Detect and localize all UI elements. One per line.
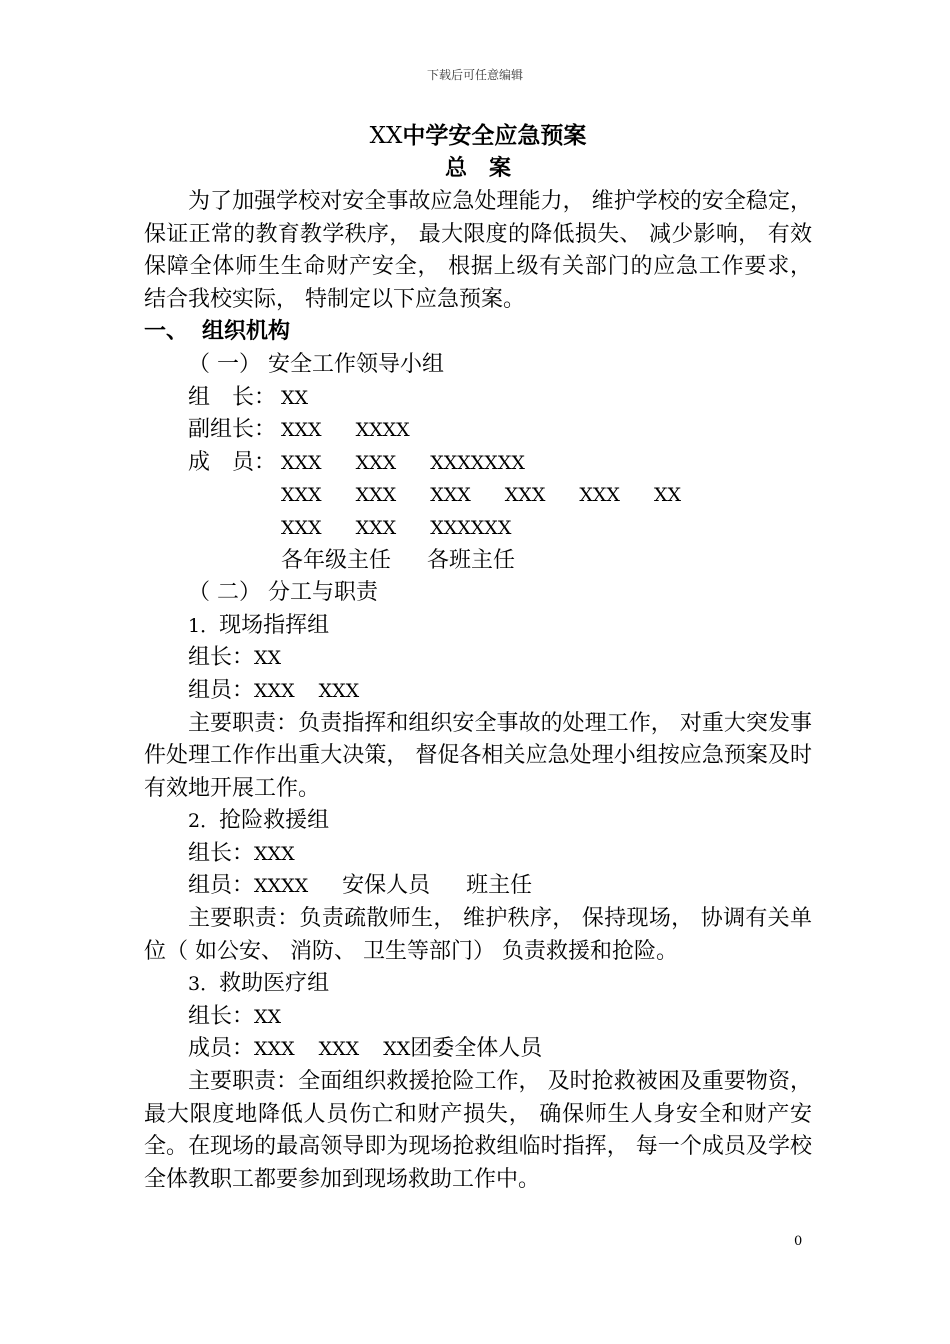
member-value: 各年级主任 [281,547,392,573]
member-value: XXXXXX [430,516,512,539]
group-leader-label: 组长： [188,840,255,866]
title-text: 中学安全应急预案 [402,123,587,149]
group-heading [144,610,812,643]
leader-line [144,382,812,415]
group-member-value: XXX [318,679,360,702]
group-leader-line [144,1001,812,1034]
member-value: XXX [579,484,620,507]
subsection-heading: （ 二） 分工与职责 [188,580,378,606]
group-number: 3． [188,973,220,996]
member-value: XXX [281,516,322,539]
members-line [144,447,812,480]
group-members-label: 组员： [188,873,255,899]
group-number: 2． [188,810,220,833]
group-leader-label: 组长： [188,1003,255,1029]
group-members-line [144,1033,812,1066]
section-heading [144,316,812,349]
group-heading [144,968,812,1001]
section-title: 组织机构 [202,319,291,345]
page-number: 0 [794,1234,803,1249]
group-leader-value: XX [254,1005,282,1028]
group-members-label: 成员： [188,1036,255,1062]
group-members-line [144,675,812,708]
group-members-label: 组员： [188,677,255,703]
group-member-value: XXX [254,679,295,702]
group-member-value: XXX [254,1038,295,1061]
member-value: 各班主任 [427,547,516,573]
group-member-value: 团委全体人员 [410,1036,543,1062]
member-value: XXX [504,484,546,507]
member-value: XXX [355,484,397,507]
group-leader-line [144,838,812,871]
member-value: XXX [430,484,471,507]
group-leader-value: XXX [254,842,295,865]
section-number: 一、 [144,319,189,345]
group-duty-paragraph: 主要职责：负责疏散师生， 维护秩序， 保持现场， 协调有关单位（ 如公安、 消防、 卫生等部门） 负责救援和抢险。 [144,906,812,964]
group-member-value: XXX [318,1038,360,1061]
group-duty-paragraph: 主要职责：负责指挥和组织安全事故的处理工作， 对重大突发事件处理工作作出重大决策， 督促各相关应急处理小组按应急预案及时有效地开展工作。 [144,710,812,801]
member-value: XXX [355,451,397,474]
deputy-value: XXX [281,419,322,442]
group-leader-value: XX [254,647,282,670]
leader-label: 组 长： [188,384,277,410]
deputy-value: XXXX [355,419,410,442]
group-member-value: 安保人员 [342,873,431,899]
group-member-value: XXXX [254,875,309,898]
members-line [144,479,812,512]
group-leader-line [144,642,812,675]
member-value: XXXXXXX [430,451,525,474]
document-body [144,120,812,1196]
group-leader-label: 组长： [188,645,255,671]
subsection-heading: （ 一） 安全工作领导小组 [188,351,444,377]
group-name: 抢险救援组 [219,808,330,834]
deputy-label: 副组长： [188,417,277,443]
members-label: 成 员： [188,449,277,475]
intro-paragraph: 为了加强学校对安全事故应急处理能力， 维护学校的安全稳定，保证正常的教育教学秩序， 最大限度的降低损失、 减少影响， 有效保障全体师生生命财产安全， 根据上级有关部门的应急工作要求， 结合我校实际， 特制定以下应急预案。 [144,189,812,312]
document-subtitle: 总案 [444,156,533,181]
member-value: XXX [281,484,322,507]
member-value: XX [653,484,682,507]
group-number: 1． [188,614,220,637]
members-line [144,545,812,578]
member-value: XXX [281,451,322,474]
group-name: 救助医疗组 [219,971,330,997]
member-value: XXX [355,516,397,539]
deputy-line [144,414,812,447]
leader-value: XX [281,386,309,409]
group-member-value: 班主任 [466,873,533,899]
members-line [144,512,812,545]
document-title [144,120,812,152]
group-heading [144,805,812,838]
group-members-line [144,870,812,903]
group-name: 现场指挥组 [219,612,330,638]
group-duty-paragraph: 主要职责：全面组织救援抢险工作， 及时抢救被困及重要物资， 最大限度地降低人员伤亡和财产损失， 确保师生人身安全和财产安全。在现场的最高领导即为现场抢救组临时指挥， 每一个成员及学校全体教职工都要参加到现场救助工作中。 [144,1069,812,1192]
page-header: 下载后可任意编辑 [426,68,523,82]
group-member-value: XX [383,1038,411,1061]
title-latin: XX [369,123,403,149]
